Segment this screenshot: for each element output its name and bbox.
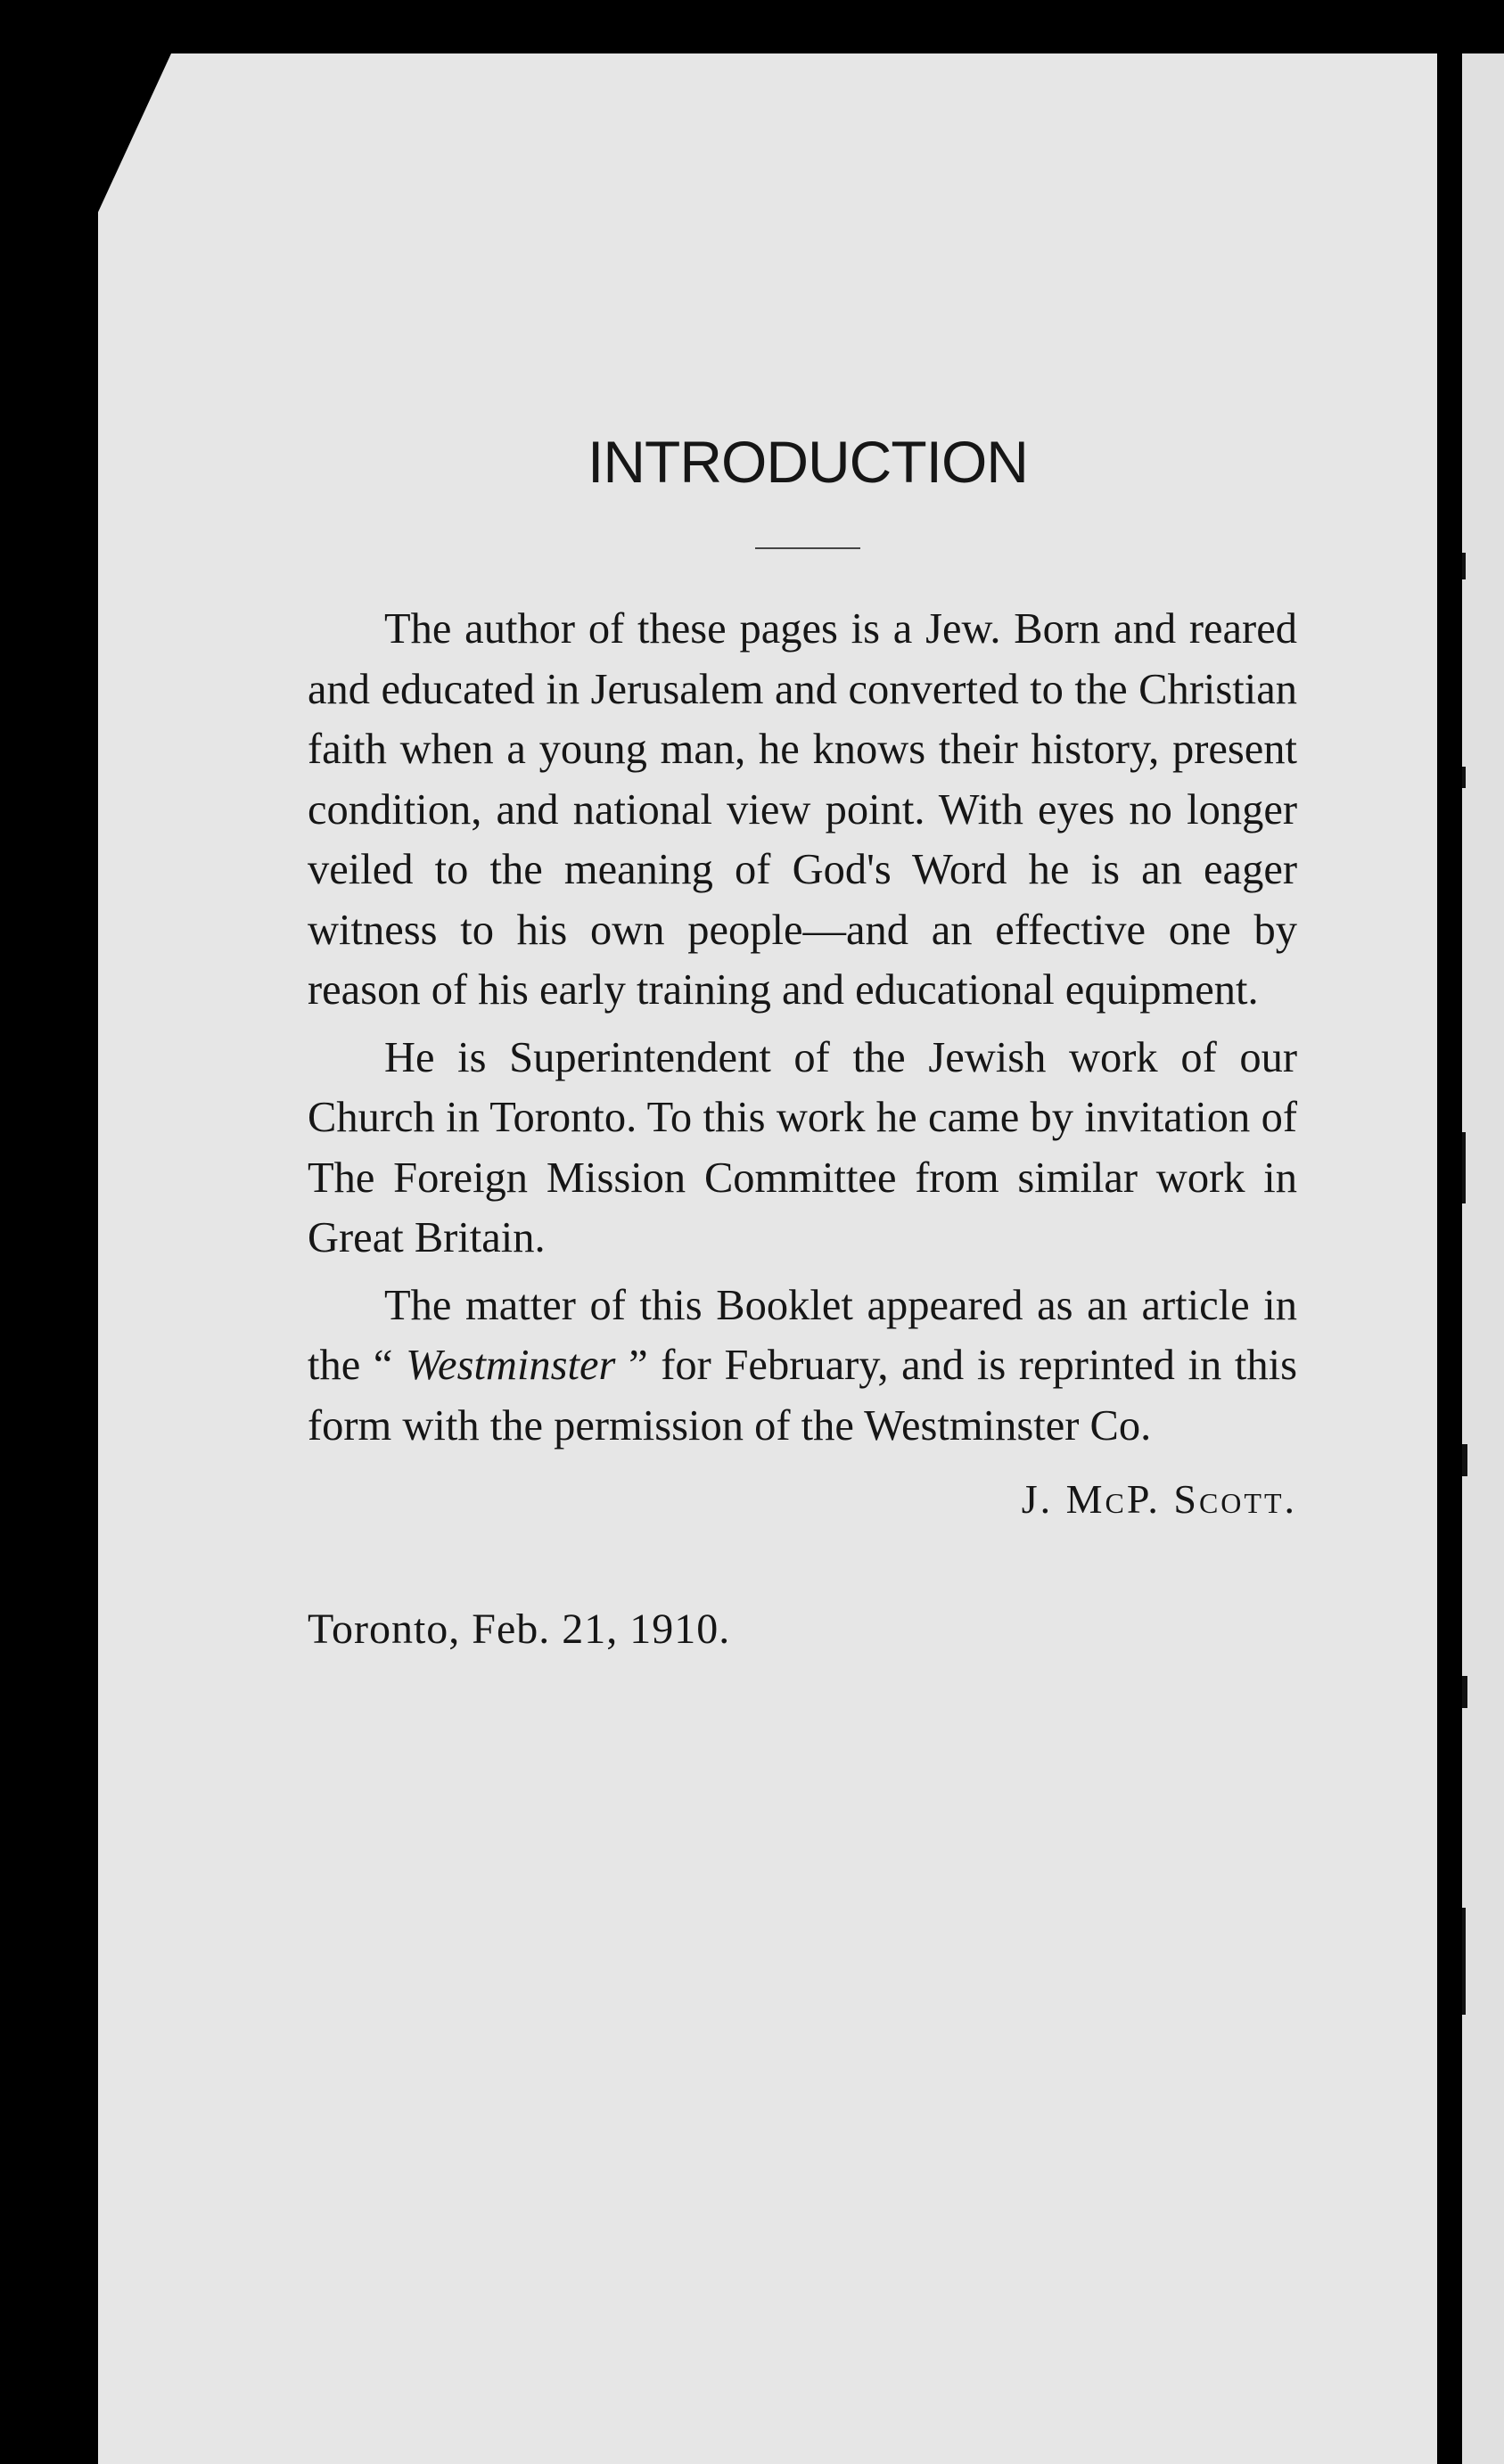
paragraph-booklet — [308, 1276, 1297, 1457]
signature: J. McP. Scott. — [1021, 1476, 1297, 1522]
westminster-title: Westminster — [406, 1342, 616, 1389]
paragraph-author: The author of these pages is a Jew. Born and reared and educated in Jerusalem and converted to the Christian faith when a young man, he knows their history, present condition, and national view point. With eyes no longer veiled to the meaning of God's Word he is an eager witness to his own people—and an effective one by reason of his early training and educational equipment. — [308, 605, 1297, 1014]
dateline: Toronto, Feb. 21, 1910. — [308, 1606, 731, 1653]
edge-mark — [1462, 1132, 1466, 1203]
edge-mark — [1462, 1908, 1466, 2015]
page-title: INTRODUCTION — [588, 429, 1028, 495]
paragraph-booklet-text-start: The matter of this Booklet appeared as an article in the “ — [308, 1281, 1297, 1389]
edge-mark — [1462, 1676, 1467, 1708]
edge-mark — [1462, 767, 1466, 788]
title-rule — [755, 547, 860, 549]
edge-mark — [1462, 1444, 1467, 1476]
paragraph-booklet-text-end: ” for February, and is reprinted in this form with the permission of the Westminster Co. — [308, 1342, 1297, 1450]
page-content — [308, 428, 1297, 1654]
paragraph-superintendent: He is Superintendent of the Jewish work of our Church in Toronto. To this work he came by invitation of The Foreign Mission Committee from similar work in Great Britain. — [308, 1033, 1297, 1261]
page-gutter — [1437, 53, 1462, 2464]
edge-mark — [1462, 553, 1466, 579]
facing-page-edge — [1462, 53, 1504, 2464]
